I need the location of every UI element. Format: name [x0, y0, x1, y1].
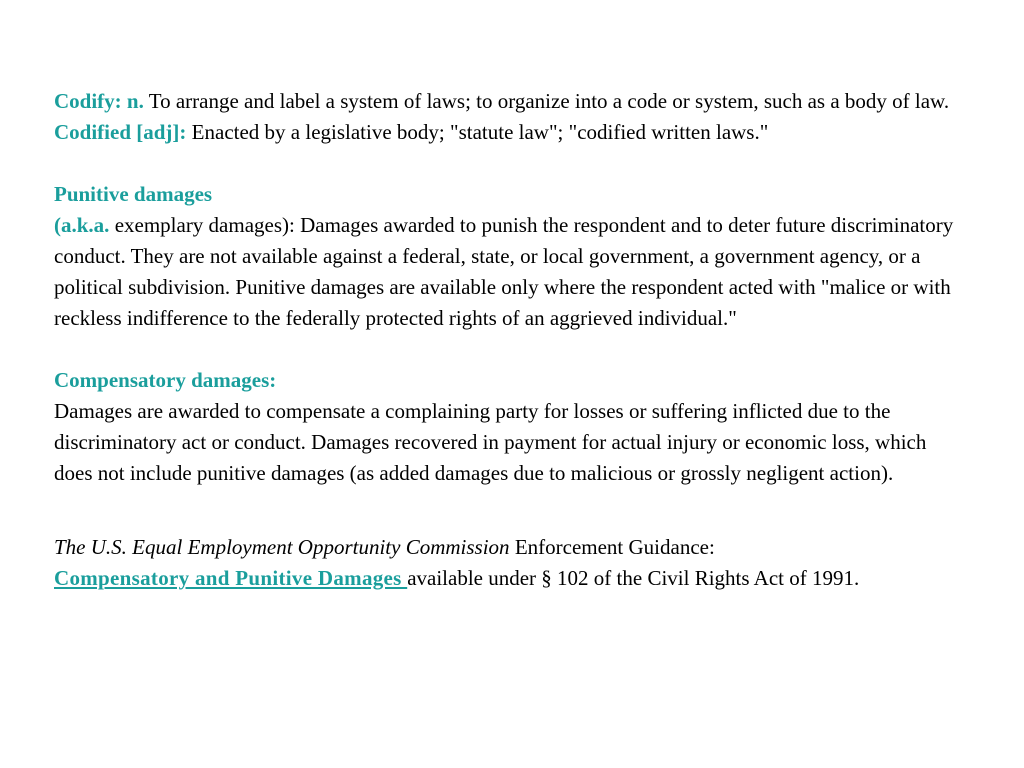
compensatory-heading: Compensatory damages: — [54, 368, 277, 392]
punitive-entry — [54, 179, 966, 334]
citation — [54, 532, 966, 594]
codified-definition: Enacted by a legislative body; "statute law"; "codified written laws." — [186, 120, 769, 144]
compensatory-definition: Damages are awarded to compensate a complaining party for losses or suffering inflicted due to the discriminatory act or conduct. Damages recovered in payment for actual injury or economic loss, which does not include punitive damages (as added damages due to malicious or grossly negligent action). — [54, 399, 927, 485]
codify-term: Codify: n. — [54, 89, 144, 113]
codified-term: Codified [adj]: — [54, 120, 187, 144]
spacer — [54, 148, 966, 179]
punitive-heading: Punitive damages — [54, 182, 213, 206]
citation-source: The U.S. Equal Employment Opportunity Commission — [54, 535, 510, 559]
punitive-definition: exemplary damages): Damages awarded to punish the respondent and to deter future discriminatory conduct. They are not available against a federal, state, or local government, a government agency, or a political subdivision. Punitive damages are available only where the respondent acted with "malice or with reckless indifference to the federally protected rights of an aggrieved individual." — [54, 213, 954, 330]
spacer — [54, 489, 966, 532]
citation-suffix: available under § 102 of the Civil Rights Act of 1991. — [407, 566, 860, 590]
spacer — [54, 334, 966, 365]
punitive-aka-label: (a.k.a. — [54, 213, 110, 237]
slide-content — [54, 86, 966, 594]
codify-entry — [54, 86, 966, 148]
citation-doc-type: Enforcement Guidance: — [509, 535, 715, 559]
compensatory-entry — [54, 365, 966, 489]
codify-definition: To arrange and label a system of laws; to organize into a code or system, such as a body of law. — [143, 89, 950, 113]
citation-link[interactable]: Compensatory and Punitive Damages — [54, 566, 408, 590]
